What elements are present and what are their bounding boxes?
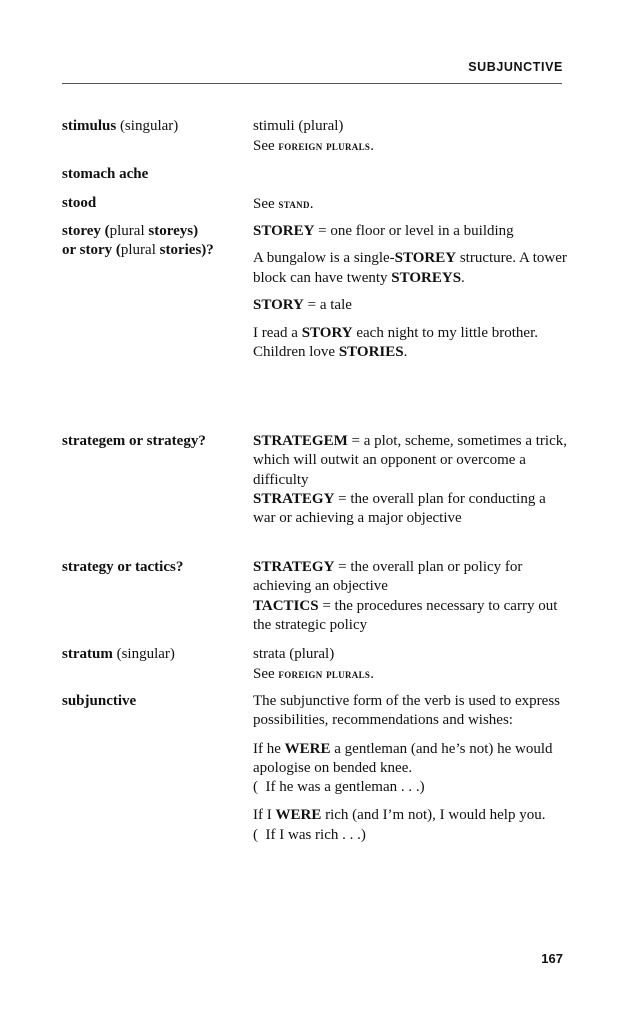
definition-text: = one floor or level in a building xyxy=(314,223,514,239)
sense-tactics xyxy=(253,597,568,636)
headword-text: stimulus xyxy=(62,118,117,134)
headword-text: strategem or strategy? xyxy=(62,433,206,449)
headword-note: plural xyxy=(120,242,156,259)
running-head: SUBJUNCTIVE xyxy=(468,60,563,74)
example-term: WERE xyxy=(284,740,331,757)
definition-text: = a tale xyxy=(303,296,352,313)
see-label: See xyxy=(253,138,279,155)
example-text: each night to my little brother. xyxy=(352,325,538,342)
sense-storey xyxy=(253,222,568,241)
defined-term: STORY xyxy=(253,296,304,313)
sense-strategem xyxy=(253,432,568,490)
punctuation: . xyxy=(370,138,374,155)
headword xyxy=(62,645,257,664)
sense-story xyxy=(253,296,568,315)
cross-reference xyxy=(253,136,568,156)
cross-reference-target: foreign plurals xyxy=(278,666,371,682)
headword xyxy=(62,558,257,577)
punctuation: . xyxy=(309,196,314,212)
cross-reference xyxy=(253,194,568,214)
headword-line xyxy=(62,241,257,260)
example-text: I read a xyxy=(253,325,302,342)
definition xyxy=(253,117,568,157)
example-text: structure. A tower block can have twenty xyxy=(253,250,567,286)
headword-text: ( xyxy=(100,223,110,239)
definition xyxy=(253,692,568,845)
example-text: rich (and I’m not), I would help you. xyxy=(321,807,546,824)
definition xyxy=(253,194,568,214)
definition xyxy=(253,645,568,685)
cross-reference-target: foreign plurals xyxy=(278,138,371,154)
cross-reference-target: stand xyxy=(278,196,310,211)
example-text: Children love xyxy=(253,344,339,361)
plural-form: strata (plural) xyxy=(253,646,335,662)
headword xyxy=(62,117,257,136)
example-term: STOREYS xyxy=(391,269,462,286)
example-alternative: ( If he was a gentleman . . .) xyxy=(253,779,425,796)
defined-term: STOREY xyxy=(253,223,315,239)
definition xyxy=(253,558,568,635)
headword-text: storeys) xyxy=(144,223,199,239)
example-term: WERE xyxy=(275,807,322,824)
headword-text: stomach ache xyxy=(62,166,149,182)
headword-text: strategy or tactics? xyxy=(62,559,184,575)
definition-text: The subjunctive form of the verb is used to express possibilities, recommendations and wishes: xyxy=(253,693,561,729)
defined-term: STRATEGY xyxy=(253,490,335,507)
headword xyxy=(62,165,257,184)
headword-note: (singular) xyxy=(112,646,175,662)
definition-text: = the overall plan for conducting a war or achieving a major objective xyxy=(253,490,546,527)
example-text: If he xyxy=(253,740,285,757)
example-text: a gentleman (and he’s not) he would apologise on bended knee. xyxy=(253,740,553,776)
headword-text: storey xyxy=(62,223,101,239)
definition-text: = the procedures necessary to carry out the strategic policy xyxy=(253,597,558,633)
headword xyxy=(62,194,257,213)
example xyxy=(253,806,568,825)
headword xyxy=(62,692,257,711)
defined-term: STRATEGY xyxy=(253,559,335,575)
headword xyxy=(62,432,257,451)
example-alternative: ( If I was rich . . .) xyxy=(253,826,366,843)
headword-line xyxy=(62,222,257,241)
example-term: STOREY xyxy=(394,250,457,267)
sense-strategy xyxy=(253,558,568,597)
see-label: See xyxy=(253,666,279,683)
example xyxy=(253,324,568,343)
headword-note: plural xyxy=(109,223,145,239)
example-term: STORIES xyxy=(338,344,404,361)
page-number: 167 xyxy=(541,951,563,966)
see-label: See xyxy=(253,196,279,212)
definition-text: = the overall plan or policy for achieving an objective xyxy=(253,559,523,595)
sense-strategy xyxy=(253,490,568,529)
headword-text: stood xyxy=(62,195,97,211)
defined-term: TACTICS xyxy=(253,597,319,614)
example-text: . xyxy=(403,344,408,361)
definition-text: = a plot, scheme, sometimes a trick, which will outwit an opponent or overcome a difficulty xyxy=(253,433,567,488)
headword-text: stories)? xyxy=(155,242,214,259)
punctuation: . xyxy=(370,666,374,683)
definition xyxy=(253,432,568,528)
headword-text: stratum xyxy=(62,646,113,662)
defined-term: STRATEGEM xyxy=(253,433,348,449)
example-text: A bungalow is a single- xyxy=(253,250,395,267)
headword xyxy=(62,222,257,261)
example-term: STORY xyxy=(301,325,353,342)
plural-form: stimuli (plural) xyxy=(253,118,344,134)
example xyxy=(253,740,568,779)
headword-text: subjunctive xyxy=(62,693,137,709)
cross-reference xyxy=(253,664,568,684)
headword-text: or story ( xyxy=(62,242,121,259)
example xyxy=(253,249,568,288)
example-text: . xyxy=(461,269,465,286)
definition xyxy=(253,222,568,363)
header-rule xyxy=(62,83,562,84)
example xyxy=(253,343,568,362)
example-text: If I xyxy=(253,807,276,824)
headword-note: (singular) xyxy=(116,118,179,134)
